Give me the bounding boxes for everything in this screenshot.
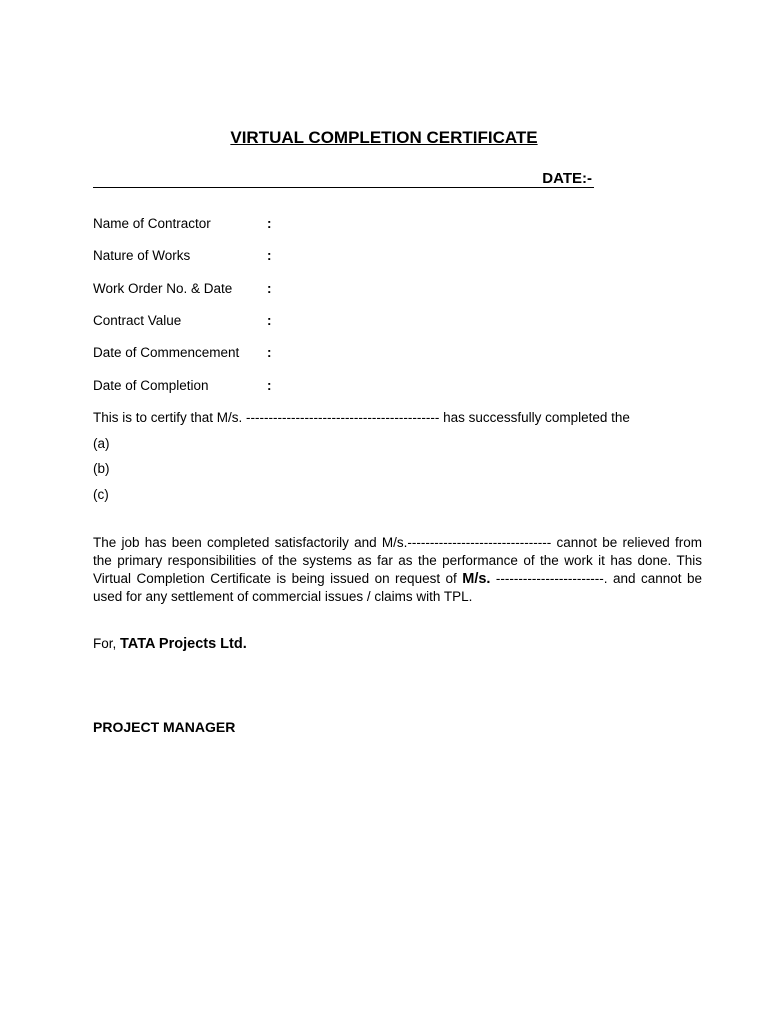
paragraph-ms-bold: M/s. xyxy=(462,571,491,587)
field-colon: : xyxy=(267,313,272,328)
field-colon: : xyxy=(267,216,272,231)
field-colon: : xyxy=(267,378,272,393)
field-label: Date of Completion xyxy=(93,378,209,393)
field-colon: : xyxy=(267,281,272,296)
date-line xyxy=(93,168,594,188)
item-a: (a) xyxy=(93,436,110,451)
company-name: TATA Projects Ltd. xyxy=(120,636,247,652)
certify-line: This is to certify that M/s. ------------------------------------------- has successfully completed the xyxy=(93,410,630,425)
item-c: (c) xyxy=(93,487,109,502)
document-title-text: VIRTUAL COMPLETION CERTIFICATE xyxy=(230,128,538,147)
field-label: Name of Contractor xyxy=(93,216,211,231)
field-label: Date of Commencement xyxy=(93,345,240,360)
paragraph-part2: ------------------------. and cannot be used for any settlement of commercial issues / claims with TPL. xyxy=(93,571,702,604)
signoff-title: PROJECT MANAGER xyxy=(93,719,236,735)
item-b: (b) xyxy=(93,461,110,476)
for-prefix: For, xyxy=(93,636,121,651)
body-paragraph xyxy=(93,534,702,606)
for-line xyxy=(93,636,247,652)
date-label: DATE:- xyxy=(542,170,592,187)
paragraph-part1: The job has been completed satisfactorily and M/s.-------------------------------- cannot be relieved from the primary responsibilities of the systems as far as the performance of the work it has done. This Virtual Completion Certificate is being issued on request of xyxy=(93,535,702,586)
field-label: Nature of Works xyxy=(93,248,191,263)
field-colon: : xyxy=(267,248,272,263)
field-label: Work Order No. & Date xyxy=(93,281,233,296)
field-colon: : xyxy=(267,345,272,360)
field-label: Contract Value xyxy=(93,313,182,328)
document-title xyxy=(0,128,768,148)
